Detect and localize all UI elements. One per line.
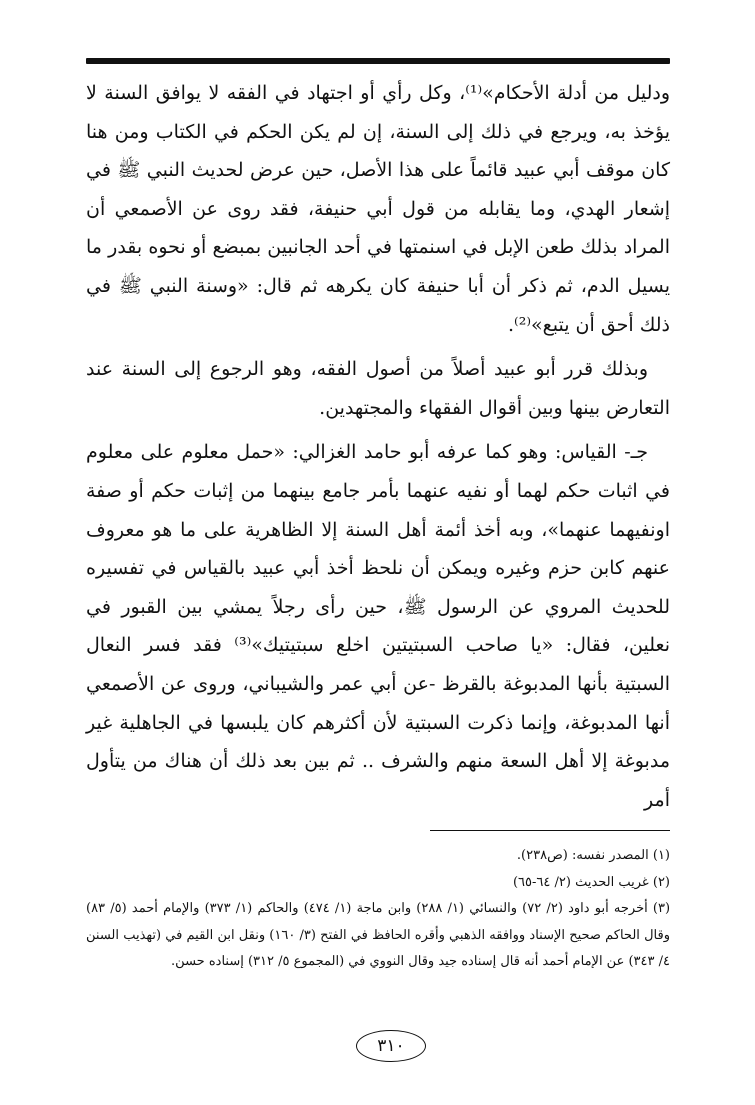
main-text bbox=[86, 74, 670, 825]
footnote-1: (١) المصدر نفسه: (ص٢٣٨). bbox=[516, 848, 670, 863]
paragraph-2: وبذلك قرر أبو عبيد أصلاً من أصول الفقه، وهو الرجوع إلى السنة عند التعارض بينها وبين أقوال الفقهاء والمجتهدين. bbox=[86, 358, 670, 419]
paragraph-3: جـ- القياس: وهو كما عرفه أبو حامد الغزالي: «حمل معلوم على معلوم في اثبات حكم لهما أو نفيه عنهما بأمر جامع بينهما من إثبات حكم أو صفة اونفيهما عنهما»، وبه أخذ أئمة أهل السنة إلا الظاهرية على ما هو معروف عنهم كابن حزم وغيره ويمكن أن نلحظ أخذ أبي عبيد بالقياس في تفسيره للحديث المروي عن الرسول ﷺ، حين رأى رجلاً يمشي بين القبور في نعلين، فقال: «يا صاحب السبتيتين اخلع سبتيتيك»⁽³⁾ فقد فسر النعال السبتية بأنها المدبوغة بالقرظ -عن أبي عمر والشيباني، وروى عن الأصمعي أنها المدبوغة، وإنما ذكرت السبتية لأن أكثرهم كان يلبسها في الجاهلية غير مدبوغة إلا أهل السعة منهم والشرف .. ثم بين بعد ذلك أن هناك من يتأول أمر bbox=[86, 441, 670, 811]
header-rule bbox=[86, 58, 670, 64]
footnotes bbox=[86, 843, 670, 976]
footnote-3: (٣) أخرجه أبو داود (٢/ ٧٢) والنسائي (١/ ٢٨٨) وابن ماجة (١/ ٤٧٤) والحاكم (١/ ٣٧٣) والإمام أحمد (٥/ ٨٣) وقال الحاكم صحيح الإسناد ووافقه الذهبي وأقره الحافظ في الفتح (٣/ ١٦٠) ونقل ابن القيم في (تهذيب السنن ٤/ ٣٤٣) عن الإمام أحمد أنه قال إسناده جيد وقال النووي في (المجموع ٥/ ٣١٢) إسناده حسن. bbox=[86, 901, 671, 969]
paragraph-1: ودليل من أدلة الأحكام»⁽¹⁾، وكل رأي أو اجتهاد في الفقه لا يوافق السنة لا يؤخذ به، ويرجع في ذلك إلى السنة، إن لم يكن الحكم في الكتاب ومن هنا كان موقف أبي عبيد قائماً على هذا الأصل، حين عرض لحديث النبي ﷺ في إشعار الهدي، وما يقابله من قول أبي حنيفة، فقد روى عن الأصمعي أن المراد بذلك طعن الإبل في اسنمتها في أحد الجانبين بمبضع أو نحوه بقدر ما يسيل الدم، ثم ذكر أن أبا حنيفة كان يكرهه ثم قال: «وسنة النبي ﷺ في ذلك أحق أن يتبع»⁽²⁾. bbox=[86, 82, 671, 336]
footnote-2: (٢) غريب الحديث (٢/ ٦٤-٦٥) bbox=[512, 874, 670, 890]
footnote-rule bbox=[430, 830, 670, 831]
page-number: ٣١٠ bbox=[356, 1030, 426, 1062]
